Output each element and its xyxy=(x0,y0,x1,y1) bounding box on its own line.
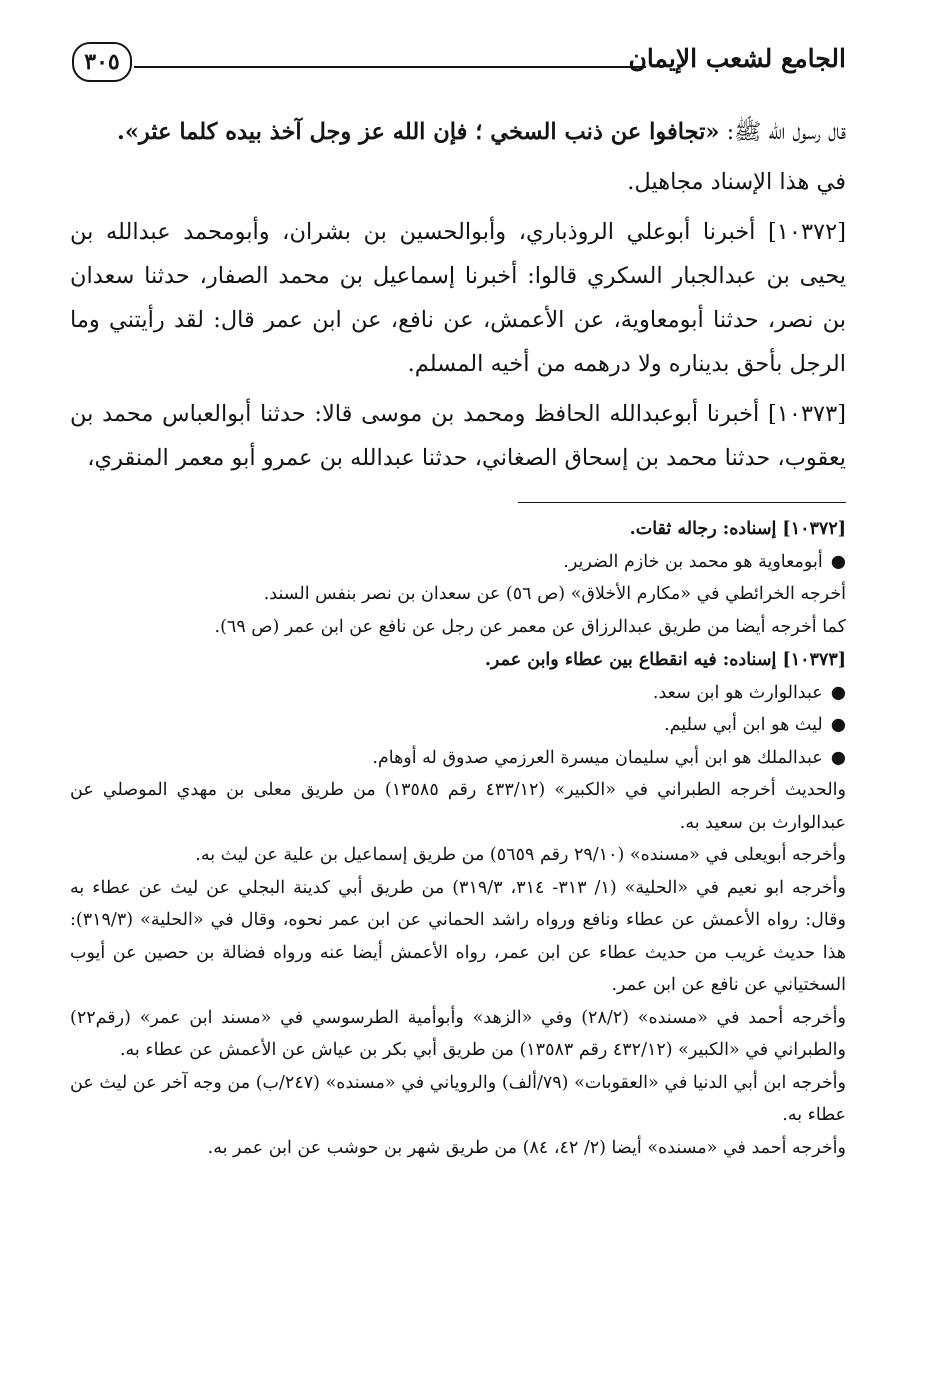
footnote-bullet xyxy=(70,709,846,742)
footnote-line: أخرجه الخرائطي في «مكارم الأخلاق» (ص ٥٦) عن سعدان بن نصر بنفس السند. xyxy=(263,584,846,604)
bullet-icon: ● xyxy=(830,551,846,572)
hadith-text: أخبرنا أبوعبدالله الحافظ ومحمد بن موسى قالا: حدثنا أبوالعباس محمد بن يعقوب، حدثنا محمد بن إسحاق الصغاني، حدثنا عبدالله بن عمرو أبو معمر المنقري، xyxy=(70,401,846,471)
footnote-paragraph: وأخرجه أحمد في «مسنده» أيضا (٢/ ٤٢، ٨٤) من طريق شهر بن حوشب عن ابن عمر به. xyxy=(207,1137,846,1158)
footnote-paragraph: وأخرجه ابو نعيم في «الحلية» (١/ ٣١٣- ٣١٤، ٣١٩/٣) من طريق أبي كدينة البجلي عن ليث عن عطاء به وقال: رواه الأعمش عن عطاء ونافع ورواه راشد الحماني عن ابن عمر نحوه، وقال في «الحلية» (٣١٩/٣): هذا حديث غريب من حديث عطاء عن ابن عمر، رواه الأعمش أيضا عنه ورواه فضالة بن حصين عن أيوب السختياني عن نافع عن ابن عمر. xyxy=(70,877,846,995)
footnote-line: كما أخرجه أيضا من طريق عبدالرزاق عن معمر عن رجل عن نافع عن ابن عمر (ص ٦٩). xyxy=(214,616,846,637)
hadith-10373 xyxy=(70,392,846,480)
footnote-bullet-text: عبدالملك هو ابن أبي سليمان ميسرة العرزمي صدوق له أوهام. xyxy=(372,747,823,768)
footnotes xyxy=(70,513,846,1164)
page-number-badge: ٣٠٥ xyxy=(72,42,132,82)
footnote-paragraph: والحديث أخرجه الطبراني في «الكبير» (٤٣٣/١٢ رقم ١٣٥٨٥) من طريق معلى بن مهدي الموصلي عن عبدالوارث بن سعيد به. xyxy=(70,780,846,833)
header-rule xyxy=(134,66,646,68)
book-page xyxy=(70,38,846,1164)
footnote-heading: [١٠٣٧٣] إسناده: فيه انقطاع بين عطاء وابن عمر. xyxy=(484,650,846,670)
bullet-icon: ● xyxy=(830,747,846,768)
footnote-paragraph: وأخرجه أحمد في «مسنده» (٢٨/٢) وفي «الزهد» وأبوأمية الطرسوسي في «مسند ابن عمر» (رقم٢٢) والطبراني في «الكبير» (٤٣٢/١٢ رقم ١٣٥٨٣) من طريق أبي بكر بن عياش عن الأعمش عن عطاء به. xyxy=(70,1007,846,1060)
page-header xyxy=(70,38,846,96)
hadith-quote: «تجافوا عن ذنب السخي ؛ فإن الله عز وجل آخذ بيده كلما عثر». xyxy=(116,119,720,145)
hadith-number: [١٠٣٧٣] xyxy=(768,401,846,427)
isnad-comment: في هذا الإسناد مجاهيل. xyxy=(627,169,846,195)
hadith-text: أخبرنا أبوعلي الروذباري، وأبوالحسين بن بشران، وأبومحمد عبدالله بن يحيى بن عبدالجبار السكري قالوا: أخبرنا إسماعيل بن محمد الصفار، حدثنا سعدان بن نصر، حدثنا أبومعاوية، عن الأعمش، عن نافع، عن ابن عمر قال: لقد رأيتني وما الرجل بأحق بديناره ولا درهمه من أخيه المسلم. xyxy=(70,219,846,377)
footnote-bullet-text: عبدالوارث هو ابن سعد. xyxy=(652,682,823,703)
footnote-heading: [١٠٣٧٢] إسناده: رجاله ثقات. xyxy=(629,519,846,539)
hadith-paragraph xyxy=(70,110,846,154)
footnote-bullet xyxy=(70,677,846,710)
main-text xyxy=(70,110,846,480)
footnote-bullet-text: ليث هو ابن أبي سليم. xyxy=(664,715,823,735)
hadith-10372 xyxy=(70,210,846,386)
footnote-bullet xyxy=(70,742,846,775)
footnote-paragraph: وأخرجه أبويعلى في «مسنده» (٢٩/١٠ رقم ٥٦٥٩) من طريق إسماعيل بن علية عن ليث به. xyxy=(195,845,846,865)
hadith-intro: قال رسول الله ﷺ: xyxy=(719,119,846,145)
running-title: الجامع لشعب الإيمان xyxy=(628,44,846,73)
footnote-bullet xyxy=(70,546,846,579)
bullet-icon: ● xyxy=(830,682,846,703)
bullet-icon: ● xyxy=(830,715,846,735)
hadith-number: [١٠٣٧٢] xyxy=(768,219,846,245)
footnote-separator xyxy=(518,502,846,503)
footnote-bullet-text: أبومعاوية هو محمد بن خازم الضرير. xyxy=(563,551,823,572)
footnote-paragraph: وأخرجه ابن أبي الدنيا في «العقوبات» (٧٩/ألف) والروياني في «مسنده» (٢٤٧/ب) من وجه آخر عن ليث عن عطاء به. xyxy=(70,1072,846,1125)
